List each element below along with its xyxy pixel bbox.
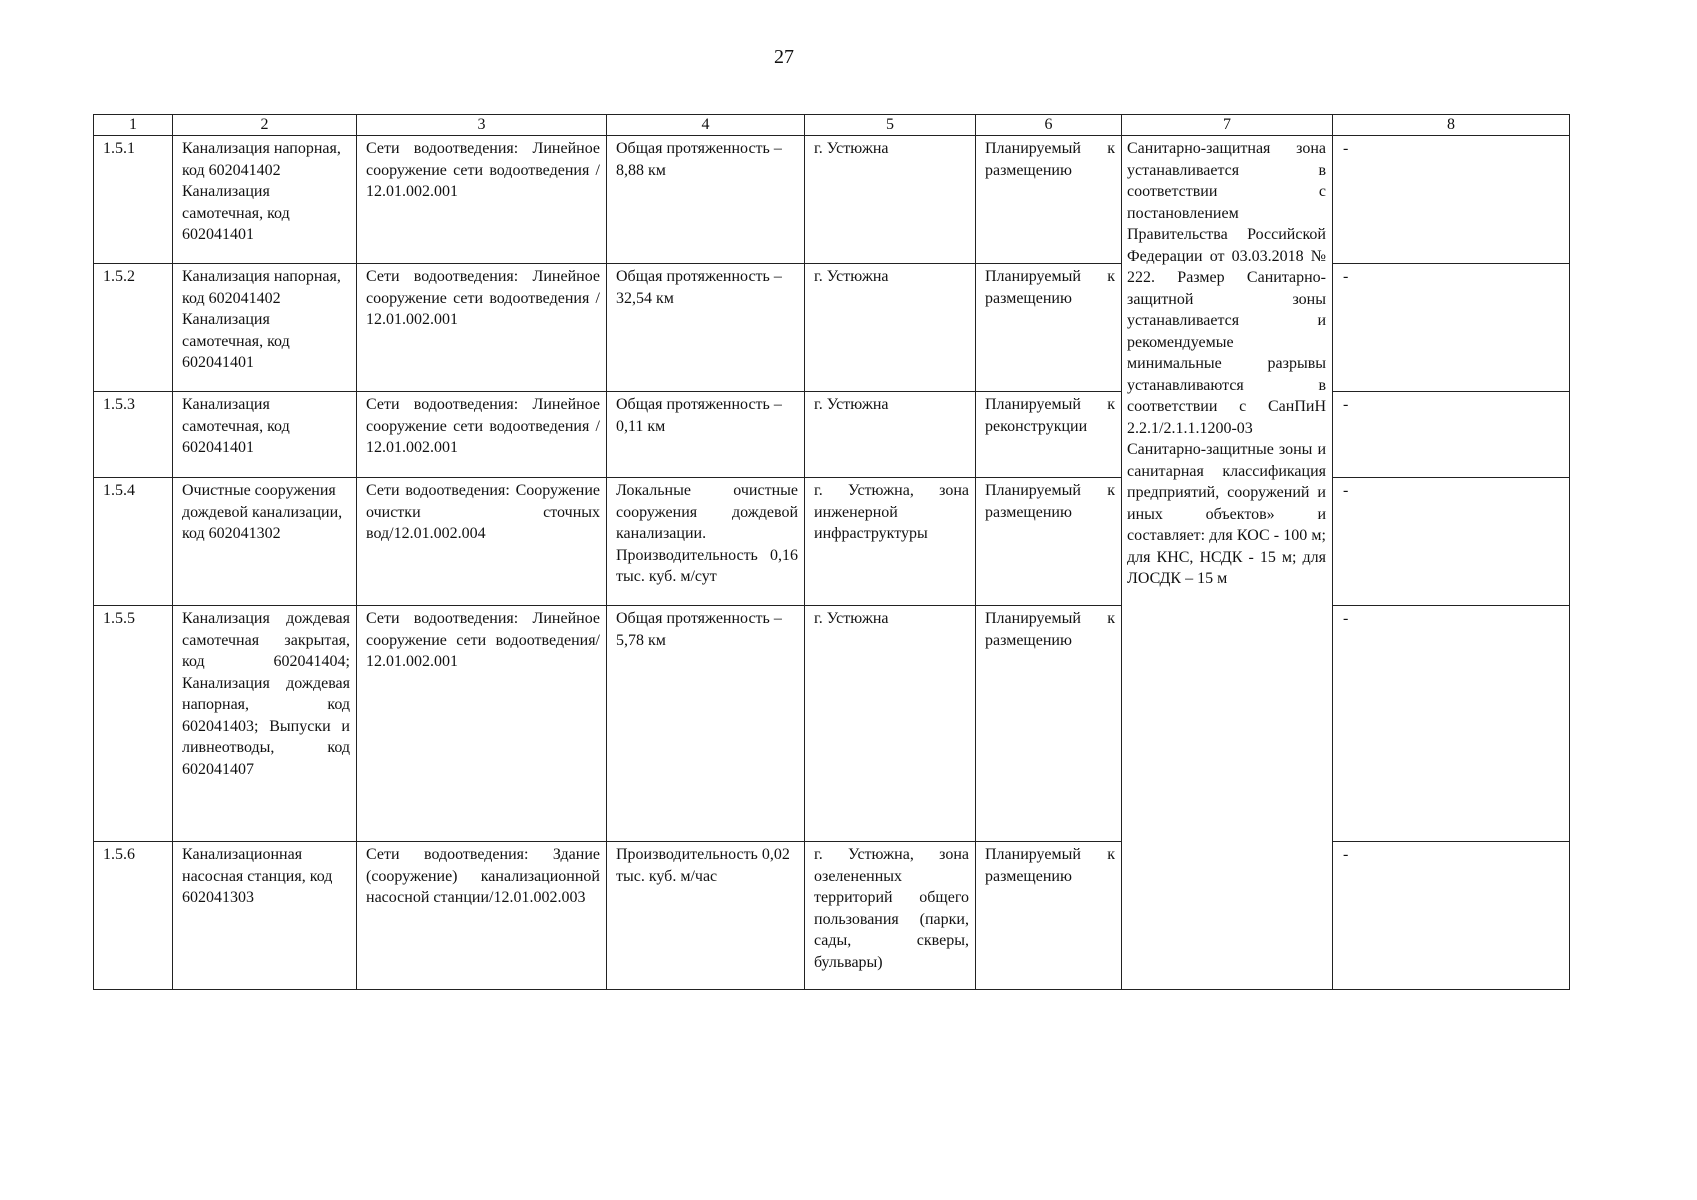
object-name: Канализация напорная, код 602041402 Канализация самотечная, код 602041401: [173, 264, 357, 392]
object-type: Сети водоотведения: Сооружение очистки сточных вод/12.01.002.004: [357, 478, 607, 606]
object-location: г. Устюжна: [805, 136, 976, 264]
table-row: [94, 392, 1570, 478]
object-location: г. Устюжна: [805, 264, 976, 392]
object-name: Очистные сооружения дождевой канализации, код 602041302: [173, 478, 357, 606]
object-characteristics: Общая протяженность – 5,78 км: [607, 606, 805, 842]
row-number: 1.5.4: [94, 478, 173, 606]
object-name: Канализация напорная, код 602041402 Канализация самотечная, код 602041401: [173, 136, 357, 264]
row-number: 1.5.6: [94, 842, 173, 990]
object-status: Планируемый к размещению: [976, 264, 1122, 392]
page-number: 27: [774, 46, 794, 68]
sanitary-zone-note: Санитарно-защитная зона устанавливается в соответствии с постановлением Правительства Российской Федерации от 03.03.2018 № 222. Размер Санитарно-защитной зоны устанавливается и рекомендуемые минимальные разрывы устанавливаются в соответствии с СанПиН 2.2.1/2.1.1.1200-03 Санитарно-защитные зоны и санитарная классификация предприятий, сооружений и иных объектов» и составляет: для КОС - 100 м; для КНС, НСДК - 15 м; для ЛОСДК – 15 м: [1122, 136, 1333, 990]
column-8-value: -: [1333, 842, 1570, 990]
object-characteristics: Локальные очистные сооружения дождевой канализации. Производительность 0,16 тыс. куб. м/сут: [607, 478, 805, 606]
column-8-value: -: [1333, 478, 1570, 606]
header-cell: 2: [173, 115, 357, 136]
column-8-value: -: [1333, 136, 1570, 264]
object-type: Сети водоотведения: Линейное сооружение сети водоотведения / 12.01.002.001: [357, 264, 607, 392]
table-row: [94, 264, 1570, 392]
object-status: Планируемый к размещению: [976, 842, 1122, 990]
object-location: г. Устюжна: [805, 606, 976, 842]
table-row: [94, 842, 1570, 990]
object-status: Планируемый к размещению: [976, 136, 1122, 264]
object-status: Планируемый к размещению: [976, 478, 1122, 606]
table-row: [94, 478, 1570, 606]
object-characteristics: Общая протяженность – 0,11 км: [607, 392, 805, 478]
column-8-value: -: [1333, 264, 1570, 392]
object-type: Сети водоотведения: Здание (сооружение) канализационной насосной станции/12.01.002.003: [357, 842, 607, 990]
column-8-value: -: [1333, 392, 1570, 478]
object-name: Канализационная насосная станция, код 602041303: [173, 842, 357, 990]
object-name: Канализация самотечная, код 602041401: [173, 392, 357, 478]
object-type: Сети водоотведения: Линейное сооружение сети водоотведения / 12.01.002.001: [357, 136, 607, 264]
header-cell: 5: [805, 115, 976, 136]
header-cell: 1: [94, 115, 173, 136]
object-characteristics: Общая протяженность – 8,88 км: [607, 136, 805, 264]
object-location: г. Устюжна, зона озелененных территорий общего пользования (парки, сады, скверы, бульвары): [805, 842, 976, 990]
object-characteristics: Производительность 0,02 тыс. куб. м/час: [607, 842, 805, 990]
object-location: г. Устюжна, зона инженерной инфраструктуры: [805, 478, 976, 606]
object-type: Сети водоотведения: Линейное сооружение сети водоотведения / 12.01.002.001: [357, 392, 607, 478]
header-cell: 7: [1122, 115, 1333, 136]
object-status: Планируемый к размещению: [976, 606, 1122, 842]
object-name: Канализация дождевая самотечная закрытая, код 602041404; Канализация дождевая напорная, код 602041403; Выпуски и ливнеотводы, код 602041407: [173, 606, 357, 842]
object-type: Сети водоотведения: Линейное сооружение сети водоотведения/ 12.01.002.001: [357, 606, 607, 842]
objects-table: [93, 114, 1570, 990]
header-cell: 4: [607, 115, 805, 136]
object-status: Планируемый к реконструкции: [976, 392, 1122, 478]
header-cell: 3: [357, 115, 607, 136]
object-location: г. Устюжна: [805, 392, 976, 478]
object-characteristics: Общая протяженность – 32,54 км: [607, 264, 805, 392]
row-number: 1.5.3: [94, 392, 173, 478]
row-number: 1.5.2: [94, 264, 173, 392]
header-cell: 8: [1333, 115, 1570, 136]
table-row: [94, 136, 1570, 264]
header-cell: 6: [976, 115, 1122, 136]
column-8-value: -: [1333, 606, 1570, 842]
header-row: [94, 115, 1570, 136]
row-number: 1.5.1: [94, 136, 173, 264]
row-number: 1.5.5: [94, 606, 173, 842]
table-row: [94, 606, 1570, 842]
